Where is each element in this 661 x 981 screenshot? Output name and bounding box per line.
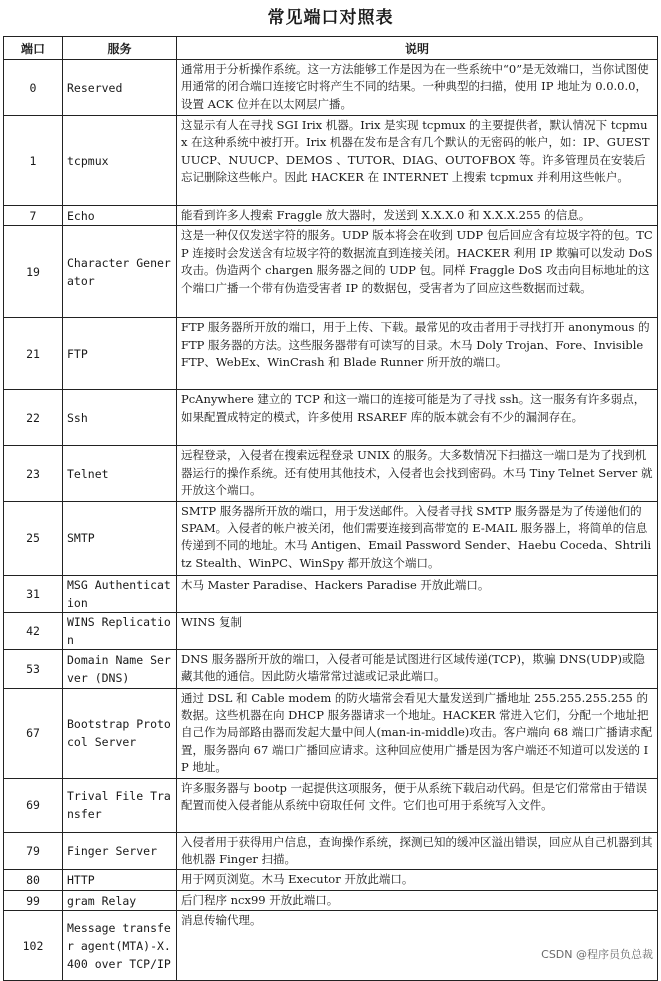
table-row [4, 870, 658, 890]
port-cell: 102 [4, 911, 63, 981]
description-cell: 这显示有人在寻找 SGI Irix 机器。Irix 是实现 tcpmux 的主要提供者，默认情况下 tcpmux 在这种系统中被打开。Irix 机器在发布是含有几个默认的无密码的帐户，如：IP、GUEST UUCP、NUUCP、DEMOS 、TUTOR、DIAG、OUTOFBOX 等。许多管理员在安装后忘记删除这些帐户。因此 HACKER 在 INTERNET 上搜索 tcpmux 并利用这些帐户。 [177, 116, 658, 206]
service-cell: gram Relay [63, 890, 177, 910]
service-cell: HTTP [63, 870, 177, 890]
port-cell: 42 [4, 612, 63, 649]
port-cell: 69 [4, 778, 63, 832]
service-cell: tcpmux [63, 116, 177, 206]
description-cell: 用于网页浏览。木马 Executor 开放此端口。 [177, 870, 658, 890]
port-cell: 0 [4, 60, 63, 116]
table-header-row [4, 37, 658, 60]
table-row [4, 832, 658, 870]
table-row [4, 390, 658, 446]
port-cell: 19 [4, 226, 63, 318]
description-cell: FTP 服务器所开放的端口，用于上传、下载。最常见的攻击者用于寻找打开 anonymous 的 FTP 服务器的方法。这些服务器带有可读写的目录。木马 Doly Trojan、Fore、Invisible FTP、WebEx、WinCrash 和 Blade Runner 所开放的端口。 [177, 318, 658, 390]
port-cell: 25 [4, 501, 63, 575]
service-cell: SMTP [63, 501, 177, 575]
port-cell: 53 [4, 649, 63, 688]
header-port: 端口 [4, 37, 63, 60]
port-cell: 31 [4, 575, 63, 612]
table-row [4, 226, 658, 318]
table-row [4, 575, 658, 612]
table-row [4, 688, 658, 778]
table-row [4, 649, 658, 688]
table-row [4, 60, 658, 116]
port-cell: 23 [4, 446, 63, 501]
port-cell: 99 [4, 890, 63, 910]
service-cell: Ssh [63, 390, 177, 446]
port-table [3, 36, 658, 981]
page-title: 常见端口对照表 [267, 8, 394, 28]
header-service: 服务 [63, 37, 177, 60]
table-row [4, 501, 658, 575]
header-description: 说明 [177, 37, 658, 60]
description-cell: 后门程序 ncx99 开放此端口。 [177, 890, 658, 910]
service-cell: Echo [63, 206, 177, 226]
table-row [4, 206, 658, 226]
table-row [4, 612, 658, 649]
description-cell: PcAnywhere 建立的 TCP 和这一端口的连接可能是为了寻找 ssh。这一服务有许多弱点，如果配置成特定的模式，许多使用 RSAREF 库的版本就会有不少的漏洞存在。 [177, 390, 658, 446]
table-row [4, 890, 658, 910]
service-cell: Finger Server [63, 832, 177, 870]
port-cell: 67 [4, 688, 63, 778]
description-cell: 远程登录，入侵者在搜索远程登录 UNIX 的服务。大多数情况下扫描这一端口是为了找到机器运行的操作系统。还有使用其他技术，入侵者也会找到密码。木马 Tiny Telnet Server 就开放这个端口。 [177, 446, 658, 501]
description-cell: DNS 服务器所开放的端口，入侵者可能是试图进行区域传递(TCP)，欺骗 DNS(UDP)或隐藏其他的通信。因此防火墙常常过滤或记录此端口。 [177, 649, 658, 688]
service-cell: Character Generator [63, 226, 177, 318]
description-cell: 许多服务器与 bootp 一起提供这项服务，便于从系统下载启动代码。但是它们常常由于错误配置而使入侵者能从系统中窃取任何 文件。它们也可用于系统写入文件。 [177, 778, 658, 832]
description-cell: 入侵者用于获得用户信息，查询操作系统，探测已知的缓冲区溢出错误，回应从自己机器到其他机器 Finger 扫描。 [177, 832, 658, 870]
description-cell: WINS 复制 [177, 612, 658, 649]
service-cell: MSG Authentication [63, 575, 177, 612]
service-cell: Telnet [63, 446, 177, 501]
description-cell: 通常用于分析操作系统。这一方法能够工作是因为在一些系统中“0”是无效端口，当你试图使用通常的闭合端口连接它时将产生不同的结果。一种典型的扫描，使用 IP 地址为 0.0.0.0，设置 ACK 位并在以太网层广播。 [177, 60, 658, 116]
service-cell: FTP [63, 318, 177, 390]
service-cell: WINS Replication [63, 612, 177, 649]
description-cell: 消息传输代理。 [177, 911, 658, 981]
port-cell: 80 [4, 870, 63, 890]
table-row [4, 116, 658, 206]
port-cell: 7 [4, 206, 63, 226]
description-cell: 能看到许多人搜索 Fraggle 放大器时，发送到 X.X.X.0 和 X.X.X.255 的信息。 [177, 206, 658, 226]
service-cell: Message transfer agent(MTA)-X.400 over TCP/IP [63, 911, 177, 981]
description-cell: 这是一种仅仅发送字符的服务。UDP 版本将会在收到 UDP 包后回应含有垃圾字符的包。TCP 连接时会发送含有垃圾字符的数据流直到连接关闭。HACKER 利用 IP 欺骗可以发动 DoS 攻击。伪造两个 chargen 服务器之间的 UDP 包。同样 Fraggle DoS 攻击向目标地址的这个端口广播一个带有伪造受害者 IP 的数据包，受害者为了回应这些数据而过载。 [177, 226, 658, 318]
description-cell: 木马 Master Paradise、Hackers Paradise 开放此端口。 [177, 575, 658, 612]
service-cell: Trival File Transfer [63, 778, 177, 832]
port-cell: 1 [4, 116, 63, 206]
port-cell: 79 [4, 832, 63, 870]
port-cell: 21 [4, 318, 63, 390]
description-cell: 通过 DSL 和 Cable modem 的防火墙常会看见大量发送到广播地址 255.255.255.255 的数据。这些机器在向 DHCP 服务器请求一个地址。HACKER 常进入它们，分配一个地址把自己作为局部路由器而发起大量中间人(man-in-middle)攻击。客户端向 68 端口广播请求配置，服务器向 67 端口广播回应请求。这种回应使用广播是因为客户端还不知道可以发送的 IP 地址。 [177, 688, 658, 778]
table-row [4, 778, 658, 832]
service-cell: Reserved [63, 60, 177, 116]
description-cell: SMTP 服务器所开放的端口，用于发送邮件。入侵者寻找 SMTP 服务器是为了传递他们的 SPAM。入侵者的帐户被关闭，他们需要连接到高带宽的 E-MAIL 服务器上，将简单的信息传递到不同的地址。木马 Antigen、Email Password Sender、Haebu Coceda、Shtrilitz Stealth、WinPC、WinSpy 都开放这个端口。 [177, 501, 658, 575]
service-cell: Bootstrap Protocol Server [63, 688, 177, 778]
service-cell: Domain Name Server (DNS) [63, 649, 177, 688]
table-row [4, 446, 658, 501]
watermark: CSDN @程序员负总裁 [541, 948, 653, 961]
port-cell: 22 [4, 390, 63, 446]
table-row [4, 318, 658, 390]
